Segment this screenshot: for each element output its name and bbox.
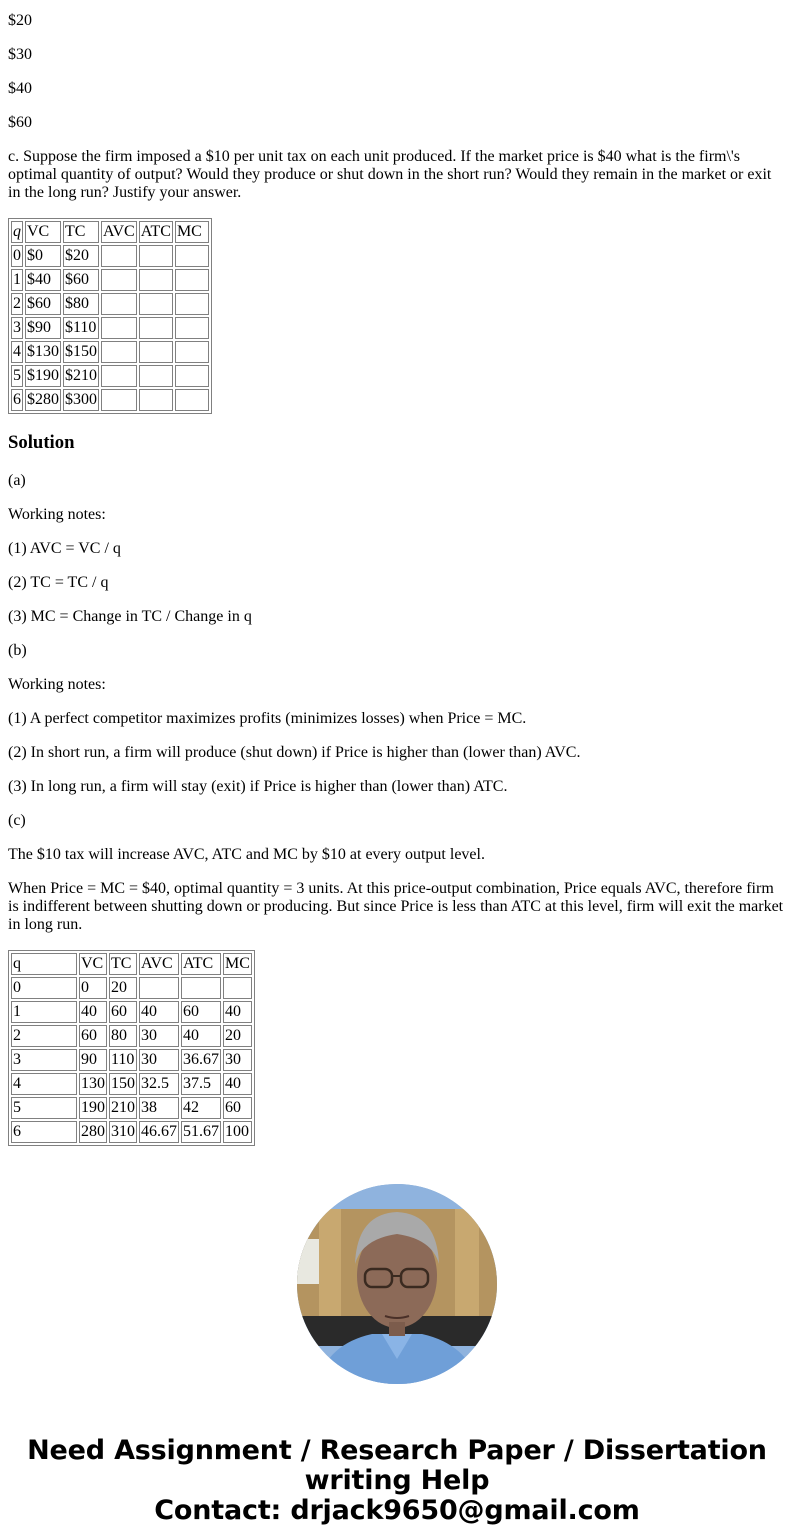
cell-avc-blank — [101, 365, 137, 387]
cell-mc: 100 — [223, 1121, 252, 1143]
cell-mc-blank — [175, 341, 209, 363]
cell-vc: 60 — [79, 1025, 107, 1047]
cell-tc: 20 — [109, 977, 137, 999]
header-tc: TC — [63, 221, 99, 243]
cell-avc: 32.5 — [139, 1073, 179, 1095]
cell-atc: 37.5 — [181, 1073, 221, 1095]
cell-tc: 210 — [109, 1097, 137, 1119]
table-row — [11, 1121, 252, 1143]
cell-atc-blank — [139, 293, 173, 315]
table-row — [11, 1049, 252, 1071]
cell-mc: 40 — [223, 1073, 252, 1095]
cell-avc-blank — [101, 389, 137, 411]
cell-q: 5 — [11, 1097, 77, 1119]
cell-q: 3 — [11, 1049, 77, 1071]
cell-tc: 310 — [109, 1121, 137, 1143]
table-row — [11, 365, 209, 387]
cell-tc: $300 — [63, 389, 99, 411]
cell-mc-blank — [175, 389, 209, 411]
cell-avc: 30 — [139, 1049, 179, 1071]
b-note-1: (1) A perfect competitor maximizes profits (minimizes losses) when Price = MC. — [8, 710, 527, 727]
a-note-2: (2) TC = TC / q — [8, 574, 109, 591]
cell-q: 0 — [11, 245, 23, 267]
cell-atc: 42 — [181, 1097, 221, 1119]
table-row — [11, 269, 209, 291]
footer-contact: Contact: drjack9650@gmail.com — [154, 1495, 640, 1526]
cell-q: 6 — [11, 1121, 77, 1143]
cell-vc: $190 — [25, 365, 61, 387]
cell-tc: 150 — [109, 1073, 137, 1095]
cell-atc-blank — [139, 317, 173, 339]
table-row — [11, 293, 209, 315]
cell-q: 3 — [11, 317, 23, 339]
cell-atc-blank — [139, 269, 173, 291]
cell-mc: 60 — [223, 1097, 252, 1119]
question-table — [8, 218, 212, 414]
table-row — [11, 245, 209, 267]
header-atc: ATC — [139, 221, 173, 243]
header-q: q — [11, 953, 77, 975]
a-note-3: (3) MC = Change in TC / Change in q — [8, 608, 252, 625]
cell-vc: 280 — [79, 1121, 107, 1143]
cell-avc-blank — [101, 293, 137, 315]
option-1: $20 — [8, 12, 32, 29]
cell-vc: 90 — [79, 1049, 107, 1071]
part-c-label: (c) — [8, 812, 26, 829]
cell-avc-blank — [101, 245, 137, 267]
avatar-container — [0, 1184, 794, 1384]
part-a-label: (a) — [8, 472, 26, 489]
cell-avc: 40 — [139, 1001, 179, 1023]
cell-atc: 51.67 — [181, 1121, 221, 1143]
footer-line-2: writing Help — [304, 1465, 490, 1496]
cell-q: 0 — [11, 977, 77, 999]
table-row — [11, 341, 209, 363]
cell-atc — [181, 977, 221, 999]
table-row — [11, 1097, 252, 1119]
cell-mc-blank — [175, 245, 209, 267]
cell-tc: $150 — [63, 341, 99, 363]
cell-atc-blank — [139, 365, 173, 387]
c-paragraph-1: The $10 tax will increase AVC, ATC and MC by $10 at every output level. — [8, 846, 485, 863]
header-vc: VC — [25, 221, 61, 243]
table-row — [11, 1001, 252, 1023]
option-4: $60 — [8, 114, 32, 131]
cell-tc: $20 — [63, 245, 99, 267]
cell-vc: 130 — [79, 1073, 107, 1095]
table-row — [11, 1073, 252, 1095]
cell-vc: $40 — [25, 269, 61, 291]
document-body — [0, 12, 794, 1146]
option-2: $30 — [8, 46, 32, 63]
avatar-portrait-icon — [297, 1184, 497, 1384]
solution-table — [8, 950, 255, 1146]
promo-footer — [0, 1436, 794, 1526]
cell-avc: 30 — [139, 1025, 179, 1047]
working-notes-label: Working notes: — [8, 676, 106, 693]
cell-q: 6 — [11, 389, 23, 411]
header-avc: AVC — [139, 953, 179, 975]
cell-atc-blank — [139, 341, 173, 363]
table-row — [11, 977, 252, 999]
footer-line-1: Need Assignment / Research Paper / Dissertation — [27, 1435, 767, 1466]
cell-atc: 40 — [181, 1025, 221, 1047]
option-3: $40 — [8, 80, 32, 97]
table-row — [11, 1025, 252, 1047]
cell-atc-blank — [139, 389, 173, 411]
cell-q: 4 — [11, 1073, 77, 1095]
cell-mc: 30 — [223, 1049, 252, 1071]
solution-heading: Solution — [8, 432, 75, 453]
cell-vc: $0 — [25, 245, 61, 267]
header-q: q — [11, 221, 23, 243]
cell-avc-blank — [101, 317, 137, 339]
header-mc: MC — [175, 221, 209, 243]
cell-vc: 0 — [79, 977, 107, 999]
b-note-3: (3) In long run, a firm will stay (exit) if Price is higher than (lower than) ATC. — [8, 778, 508, 795]
table-row — [11, 317, 209, 339]
cell-q: 1 — [11, 1001, 77, 1023]
working-notes-label: Working notes: — [8, 506, 106, 523]
cell-q: 1 — [11, 269, 23, 291]
cell-vc: $60 — [25, 293, 61, 315]
cell-tc: $110 — [63, 317, 99, 339]
cell-atc: 36.67 — [181, 1049, 221, 1071]
header-avc: AVC — [101, 221, 137, 243]
cell-vc: 40 — [79, 1001, 107, 1023]
a-note-1: (1) AVC = VC / q — [8, 540, 121, 557]
cell-vc: $130 — [25, 341, 61, 363]
cell-avc: 46.67 — [139, 1121, 179, 1143]
c-paragraph-2: When Price = MC = $40, optimal quantity = 3 units. At this price-output combination, Price equals AVC, therefore firm is indifferent between shutting down or producing. But since Price is less than ATC at this level, firm will exit the market in long run. — [8, 880, 784, 933]
cell-vc: $280 — [25, 389, 61, 411]
cell-mc-blank — [175, 317, 209, 339]
b-note-2: (2) In short run, a firm will produce (shut down) if Price is higher than (lower than) AVC. — [8, 744, 581, 761]
cell-avc: 38 — [139, 1097, 179, 1119]
table-header-row — [11, 221, 209, 243]
cell-tc: 110 — [109, 1049, 137, 1071]
cell-q: 4 — [11, 341, 23, 363]
table-row — [11, 389, 209, 411]
table-header-row — [11, 953, 252, 975]
cell-mc-blank — [175, 269, 209, 291]
cell-q: 2 — [11, 293, 23, 315]
cell-vc: 190 — [79, 1097, 107, 1119]
cell-tc: $210 — [63, 365, 99, 387]
header-mc: MC — [223, 953, 252, 975]
cell-mc — [223, 977, 252, 999]
header-tc: TC — [109, 953, 137, 975]
cell-mc: 20 — [223, 1025, 252, 1047]
part-b-label: (b) — [8, 642, 27, 659]
avatar — [297, 1184, 497, 1384]
cell-mc-blank — [175, 365, 209, 387]
cell-mc-blank — [175, 293, 209, 315]
cell-q: 5 — [11, 365, 23, 387]
cell-vc: $90 — [25, 317, 61, 339]
header-vc: VC — [79, 953, 107, 975]
cell-atc-blank — [139, 245, 173, 267]
cell-avc-blank — [101, 341, 137, 363]
cell-tc: $80 — [63, 293, 99, 315]
cell-tc: 80 — [109, 1025, 137, 1047]
cell-atc: 60 — [181, 1001, 221, 1023]
cell-tc: $60 — [63, 269, 99, 291]
header-atc: ATC — [181, 953, 221, 975]
cell-mc: 40 — [223, 1001, 252, 1023]
cell-avc — [139, 977, 179, 999]
cell-q: 2 — [11, 1025, 77, 1047]
cell-avc-blank — [101, 269, 137, 291]
question-c: c. Suppose the firm imposed a $10 per unit tax on each unit produced. If the market price is $40 what is the firm\'s optimal quantity of output? Would they produce or shut down in the short run? Would they remain in the market or exit in the long run? Justify your answer. — [8, 148, 772, 201]
cell-tc: 60 — [109, 1001, 137, 1023]
